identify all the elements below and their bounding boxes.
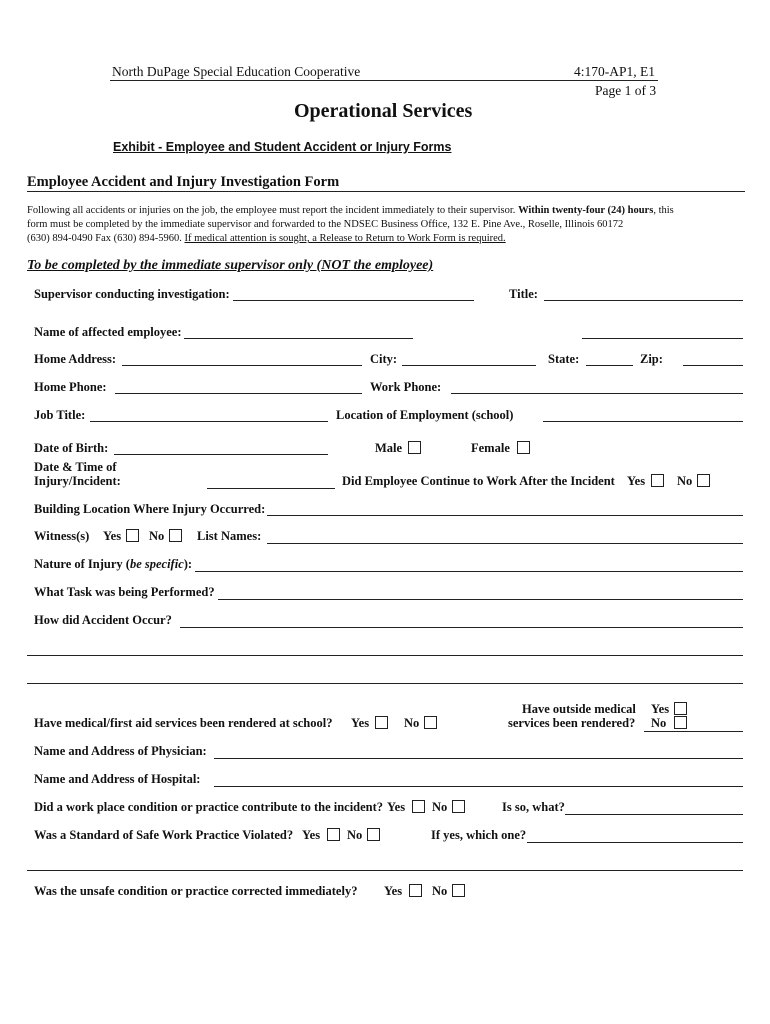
building-label: Building Location Where Injury Occurred: (34, 502, 266, 516)
task-label: What Task was being Performed? (34, 585, 215, 599)
task-field[interactable] (218, 599, 743, 600)
witness-no-label: No (149, 529, 165, 543)
dob-field[interactable] (114, 454, 328, 455)
corrected-no-checkbox[interactable] (452, 884, 465, 897)
zip-label: Zip: (640, 352, 663, 366)
job-title-label: Job Title: (34, 408, 86, 422)
corrected-label: Was the unsafe condition or practice corrected immediately? (34, 884, 358, 898)
list-names-field[interactable] (267, 543, 743, 544)
outside-no-checkbox[interactable] (674, 716, 687, 729)
form-title: Employee Accident and Injury Investigation Form (27, 174, 340, 190)
outside-medical-rule (644, 731, 743, 732)
standard-no-label: No (347, 828, 363, 842)
condition-label: Did a work place condition or practice contribute to the incident? (34, 800, 384, 814)
hospital-label: Name and Address of Hospital: (34, 772, 201, 786)
title-label: Title: (509, 287, 538, 301)
org-name: North DuPage Special Education Cooperative (112, 64, 361, 79)
standard-label: Was a Standard of Safe Work Practice Violated? (34, 828, 294, 842)
work-phone-field[interactable] (451, 393, 743, 394)
first-aid-label: Have medical/first aid services been rendered at school? (34, 716, 333, 730)
header-rule (110, 80, 658, 81)
continue-no-label: No (677, 474, 693, 488)
outside-medical-label-2: services been rendered? (508, 716, 636, 730)
standard-yes-checkbox[interactable] (327, 828, 340, 841)
corrected-no-label: No (432, 884, 448, 898)
how-field[interactable] (180, 627, 743, 628)
work-phone-label: Work Phone: (370, 380, 442, 394)
affected-employee-field[interactable] (184, 338, 413, 339)
standard-no-checkbox[interactable] (367, 828, 380, 841)
title-field[interactable] (544, 300, 743, 301)
continue-no-checkbox[interactable] (697, 474, 710, 487)
witness-yes-label: Yes (103, 529, 122, 543)
condition-no-checkbox[interactable] (452, 800, 465, 813)
date-time-label-1: Date & Time of (34, 460, 117, 474)
affected-employee-extra-field[interactable] (582, 338, 743, 339)
female-label: Female (471, 441, 510, 455)
is-so-field[interactable] (565, 814, 743, 815)
continue-yes-checkbox[interactable] (651, 474, 664, 487)
witness-yes-checkbox[interactable] (126, 529, 139, 542)
zip-field[interactable] (683, 365, 743, 366)
physician-label: Name and Address of Physician: (34, 744, 207, 758)
witness-label: Witness(s) (34, 529, 90, 543)
affected-employee-label: Name of affected employee: (34, 325, 182, 339)
city-label: City: (370, 352, 398, 366)
male-label: Male (375, 441, 403, 455)
how-field-line-3[interactable] (27, 683, 743, 684)
location-field[interactable] (543, 421, 743, 422)
intro-line-2: form must be completed by the immediate supervisor and forwarded to the NDSEC Business Office, 132 E. Pine Ave., Roselle, Illinois 60172 (27, 219, 624, 230)
date-time-field[interactable] (207, 488, 335, 489)
home-address-label: Home Address: (34, 352, 117, 366)
date-time-label-2: Injury/Incident: (34, 474, 121, 488)
outside-no-label: No (651, 716, 667, 730)
home-address-field[interactable] (122, 365, 362, 366)
form-title-rule (27, 191, 745, 192)
standard-extra-line[interactable] (27, 870, 743, 871)
how-field-line-2[interactable] (27, 655, 743, 656)
standard-yes-label: Yes (302, 828, 321, 842)
page-number: Page 1 of 3 (595, 83, 657, 98)
supervisor-label: Supervisor conducting investigation: (34, 287, 230, 301)
witness-no-checkbox[interactable] (169, 529, 182, 542)
exhibit-title: Exhibit - Employee and Student Accident or Injury Forms (113, 140, 452, 154)
hospital-field[interactable] (214, 786, 743, 787)
female-checkbox[interactable] (517, 441, 530, 454)
nature-label: Nature of Injury (be specific): (34, 557, 193, 571)
city-field[interactable] (402, 365, 536, 366)
if-yes-field[interactable] (527, 842, 743, 843)
state-label: State: (548, 352, 580, 366)
policy-code: 4:170-AP1, E1 (574, 64, 655, 79)
state-field[interactable] (586, 365, 633, 366)
outside-medical-label-1: Have outside medical (522, 702, 636, 716)
if-yes-label: If yes, which one? (431, 828, 527, 842)
first-aid-yes-checkbox[interactable] (375, 716, 388, 729)
physician-field[interactable] (214, 758, 743, 759)
intro-line-1: Following all accidents or injuries on the job, the employee must report the incident immediately to their supervisor. Within twenty-four (24) hours, this (27, 205, 674, 216)
outside-yes-label: Yes (651, 702, 670, 716)
nature-field[interactable] (195, 571, 743, 572)
supervisor-note: To be completed by the immediate supervisor only (NOT the employee) (27, 258, 434, 273)
first-aid-yes-label: Yes (351, 716, 370, 730)
first-aid-no-label: No (404, 716, 420, 730)
home-phone-label: Home Phone: (34, 380, 107, 394)
supervisor-field[interactable] (233, 300, 474, 301)
page-title: Operational Services (294, 100, 473, 122)
continue-yes-label: Yes (627, 474, 646, 488)
list-names-label: List Names: (197, 529, 262, 543)
male-checkbox[interactable] (408, 441, 421, 454)
first-aid-no-checkbox[interactable] (424, 716, 437, 729)
job-title-field[interactable] (90, 421, 328, 422)
condition-yes-checkbox[interactable] (412, 800, 425, 813)
building-field[interactable] (267, 515, 743, 516)
condition-no-label: No (432, 800, 448, 814)
corrected-yes-checkbox[interactable] (409, 884, 422, 897)
location-label: Location of Employment (school) (336, 408, 514, 422)
outside-yes-checkbox[interactable] (674, 702, 687, 715)
condition-yes-label: Yes (387, 800, 406, 814)
corrected-yes-label: Yes (384, 884, 403, 898)
how-label: How did Accident Occur? (34, 613, 172, 627)
continue-work-label: Did Employee Continue to Work After the Incident (342, 474, 615, 488)
is-so-label: Is so, what? (502, 800, 565, 814)
intro-line-3: (630) 894-0490 Fax (630) 894-5960. If medical attention is sought, a Release to Return to Work Form is required. (27, 233, 506, 244)
dob-label: Date of Birth: (34, 441, 109, 455)
home-phone-field[interactable] (115, 393, 362, 394)
